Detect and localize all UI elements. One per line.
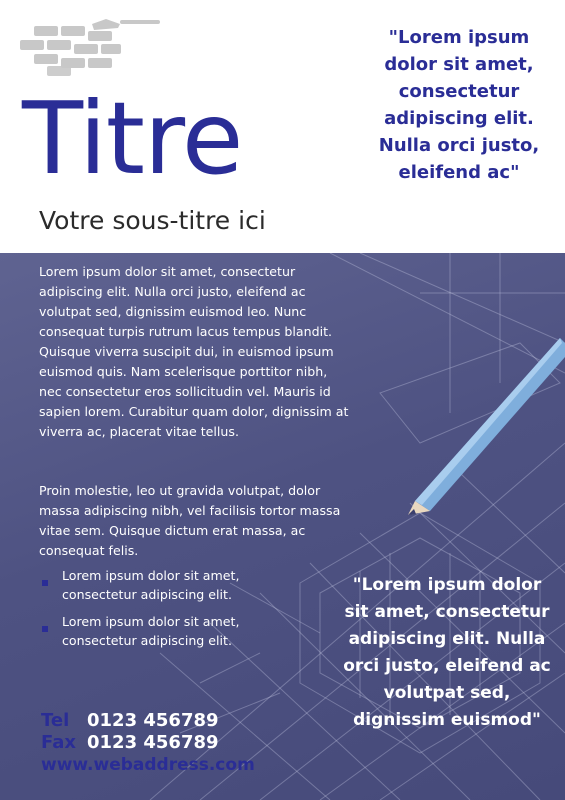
contact-block: [41, 710, 255, 776]
body-paragraph-2: Proin molestie, leo ut gravida volutpat, dolor massa adipiscing nibh, vel facilisis tortor massa vitae sem. Quisque dictum erat massa, ac consequat felis.: [39, 483, 341, 558]
tel-label: Tel: [41, 710, 70, 731]
bullet-square-icon: [42, 626, 48, 632]
header-quote: "Lorem ipsum dolor sit amet, consectetur adipiscing elit. Nulla orci justo, eleifend ac": [378, 27, 540, 183]
bricks-trowel-icon: [20, 16, 162, 76]
tel-value: 0123 456789: [87, 710, 219, 731]
fax-row: [41, 732, 255, 754]
list-item-text: Lorem ipsum dolor sit amet, consectetur adipiscing elit.: [62, 614, 240, 648]
web-address: www.webaddress.com: [41, 755, 255, 775]
fax-label: Fax: [41, 732, 76, 753]
bullet-square-icon: [42, 580, 48, 586]
fax-value: 0123 456789: [87, 732, 219, 753]
list-item-text: Lorem ipsum dolor sit amet, consectetur adipiscing elit.: [62, 568, 240, 602]
page-title: Titre: [22, 80, 243, 197]
body-paragraph-1: Lorem ipsum dolor sit amet, consectetur adipiscing elit. Nulla orci justo, eleifend ac volutpat sed, dignissim euismod leo. Nunc consequat turpis rutrum lacus tempus blandit. Quisque viverra suscipit dui, in euismod ipsum euismod quis. Nam scelerisque porttitor nibh, nec consectetur eros sollicitudin vel. Mauris id sapien lorem. Curabitur quam dolor, dignissim at viverra ac, placerat vitae tellus.: [39, 264, 349, 439]
list-item: [39, 566, 279, 604]
list-item: [39, 612, 279, 650]
bullet-list: [39, 566, 279, 658]
tel-row: [41, 710, 255, 732]
page-subtitle: Votre sous-titre ici: [39, 206, 266, 235]
panel-quote: "Lorem ipsum dolor sit amet, consectetur adipiscing elit. Nulla orci justo, eleifend ac volutpat sed, dignissim euismod": [343, 575, 551, 730]
